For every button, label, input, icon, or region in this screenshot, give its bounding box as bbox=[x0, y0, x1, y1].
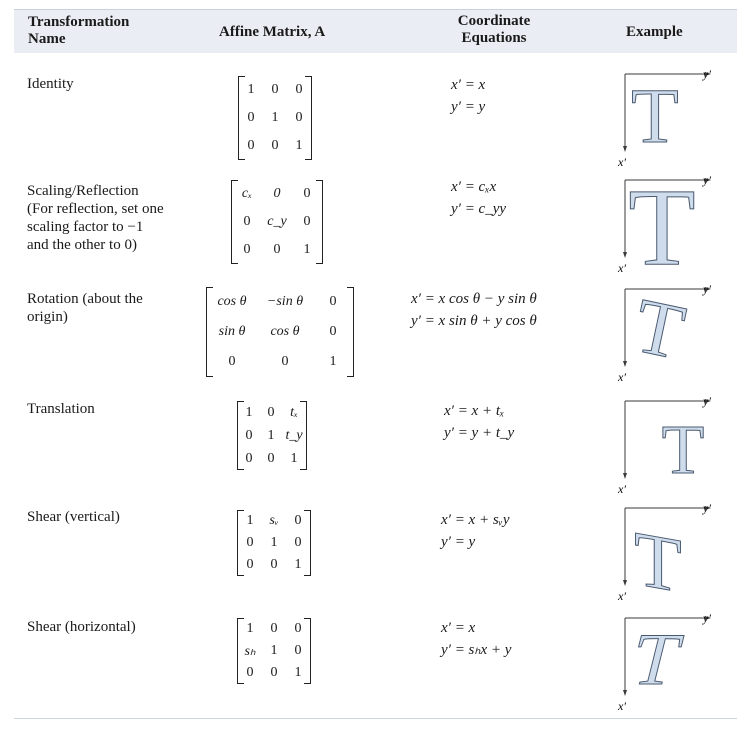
matrix-cell: t_y bbox=[285, 427, 303, 443]
x-axis-label: x′ bbox=[618, 261, 626, 275]
example-scaling bbox=[612, 166, 722, 288]
equation-x: x′ = x bbox=[451, 77, 486, 93]
matrix-cell: 0 bbox=[246, 557, 254, 572]
table-row-shear-vertical bbox=[0, 501, 737, 611]
matrix-cell: 0 bbox=[243, 214, 251, 229]
matrix-cell: 1 bbox=[246, 513, 254, 528]
matrix-cell: 1 bbox=[303, 242, 311, 257]
matrix-cell: 0 bbox=[245, 427, 253, 443]
matrix-cell: 0 bbox=[294, 621, 302, 636]
matrix-cell: 0 bbox=[295, 110, 303, 125]
equation-x: x′ = x bbox=[441, 620, 476, 636]
table-bottom-rule bbox=[14, 718, 737, 719]
affine-matrix bbox=[206, 287, 354, 377]
transformation-name: Shear (horizontal) bbox=[27, 619, 136, 635]
x-axis-label: x′ bbox=[618, 589, 626, 603]
matrix-cell: 0 bbox=[303, 214, 311, 229]
equation-y: y′ = sₕx + y bbox=[441, 642, 512, 658]
matrix-cell: 1 bbox=[290, 450, 298, 466]
example-glyph: T bbox=[631, 72, 679, 159]
y-axis-label: y′ bbox=[703, 67, 711, 81]
y-axis-label: y′ bbox=[703, 394, 711, 408]
example-rotation bbox=[612, 280, 722, 388]
transformation-name: Translation bbox=[27, 401, 95, 417]
affine-matrix bbox=[237, 618, 311, 684]
matrix-cell: 0 bbox=[228, 354, 236, 369]
matrix-cell: 0 bbox=[267, 450, 275, 466]
header-coordinate-equations: Coordinate Equations bbox=[457, 13, 531, 46]
equation-y: y′ = c_yy bbox=[451, 201, 507, 217]
matrix-cell: sₕ bbox=[244, 643, 256, 659]
example-shear-vertical bbox=[612, 501, 722, 611]
table-header bbox=[14, 9, 737, 53]
table-row-scaling bbox=[0, 166, 737, 288]
matrix-cell: 0 bbox=[294, 535, 302, 550]
table-row-rotation bbox=[0, 280, 737, 384]
matrix-cell: 0 bbox=[243, 242, 251, 257]
matrix-cell: 1 bbox=[295, 138, 303, 153]
matrix-cell: sᵥ bbox=[269, 513, 279, 528]
table-row-translation bbox=[0, 395, 737, 495]
example-glyph: T bbox=[627, 280, 693, 376]
matrix-cell: 1 bbox=[245, 404, 253, 420]
matrix-cell: 0 bbox=[303, 186, 311, 201]
matrix-cell: 0 bbox=[294, 513, 302, 528]
affine-matrix bbox=[237, 401, 307, 470]
x-axis-label: x′ bbox=[618, 699, 626, 713]
y-axis-label: y′ bbox=[703, 501, 711, 515]
equation-x: x′ = cₓx bbox=[451, 179, 497, 195]
matrix-cell: 0 bbox=[270, 665, 278, 680]
matrix-cell: 0 bbox=[246, 535, 254, 550]
example-shear-horizontal bbox=[612, 611, 722, 715]
matrix-cell: 0 bbox=[271, 82, 279, 97]
matrix-cell: 0 bbox=[281, 354, 289, 369]
x-axis-label: x′ bbox=[618, 482, 626, 496]
matrix-cell: 1 bbox=[329, 354, 337, 369]
matrix-cell: 0 bbox=[245, 450, 253, 466]
affine-matrix bbox=[238, 76, 312, 160]
matrix-cell: 1 bbox=[270, 535, 278, 550]
matrix-cell: tₓ bbox=[290, 404, 298, 420]
matrix-cell: 1 bbox=[270, 643, 278, 658]
y-axis-label: y′ bbox=[703, 611, 711, 625]
matrix-cell: cos θ bbox=[217, 294, 247, 309]
affine-matrix bbox=[231, 180, 323, 264]
equation-y: y′ = y bbox=[441, 534, 476, 550]
coordinate-equations bbox=[444, 400, 514, 444]
matrix-cell: 0 bbox=[295, 82, 303, 97]
x-axis-label: x′ bbox=[618, 370, 626, 384]
matrix-cell: 1 bbox=[294, 557, 302, 572]
matrix-cell: 0 bbox=[273, 242, 281, 257]
matrix-cell: 0 bbox=[270, 621, 278, 636]
table-row-shear-horizontal bbox=[0, 612, 737, 712]
matrix-cell: cos θ bbox=[270, 324, 300, 339]
equation-y: y′ = x sin θ + y cos θ bbox=[411, 313, 537, 329]
equation-x: x′ = x + sᵥy bbox=[441, 512, 510, 528]
example-translation bbox=[612, 394, 722, 498]
table-row-identity bbox=[0, 67, 737, 172]
matrix-cell: sin θ bbox=[218, 324, 246, 339]
matrix-cell: cₓ bbox=[241, 186, 253, 201]
matrix-cell: 1 bbox=[267, 427, 275, 443]
coordinate-equations bbox=[451, 176, 506, 220]
header-affine-matrix: Affine Matrix, A bbox=[219, 24, 326, 40]
y-axis-label: y′ bbox=[703, 282, 711, 296]
matrix-cell: 1 bbox=[294, 665, 302, 680]
matrix-cell: 1 bbox=[247, 82, 255, 97]
matrix-cell: 0 bbox=[294, 643, 302, 658]
example-glyph: T bbox=[623, 619, 690, 701]
transformation-name: Identity bbox=[27, 76, 74, 92]
matrix-cell: 0 bbox=[329, 324, 337, 339]
example-glyph: T bbox=[628, 166, 696, 288]
equation-x: x′ = x + tₓ bbox=[444, 403, 505, 419]
matrix-cell: 0 bbox=[329, 294, 337, 309]
coordinate-equations bbox=[441, 617, 511, 661]
matrix-cell: −sin θ bbox=[266, 294, 304, 309]
matrix-cell: 0 bbox=[246, 665, 254, 680]
x-axis-label: x′ bbox=[618, 155, 626, 169]
affine-matrix bbox=[237, 510, 311, 576]
transformation-name: Rotation (about the origin) bbox=[27, 291, 143, 325]
example-identity bbox=[612, 67, 722, 173]
coordinate-equations bbox=[441, 509, 510, 553]
coordinate-equations bbox=[451, 74, 485, 118]
matrix-cell: 1 bbox=[271, 110, 279, 125]
coordinate-equations bbox=[411, 288, 537, 332]
matrix-cell: 0 bbox=[270, 557, 278, 572]
matrix-cell: 0 bbox=[267, 404, 275, 420]
transformation-name: Shear (vertical) bbox=[27, 509, 120, 525]
equation-y: y′ = y + t_y bbox=[444, 425, 515, 441]
y-axis-label: y′ bbox=[703, 173, 711, 187]
matrix-cell: 0 bbox=[247, 138, 255, 153]
matrix-cell: 1 bbox=[246, 621, 254, 636]
equation-y: y′ = y bbox=[451, 99, 486, 115]
example-glyph: T bbox=[634, 515, 682, 611]
matrix-cell: 0 bbox=[247, 110, 255, 125]
equation-x: x′ = x cos θ − y sin θ bbox=[411, 291, 537, 307]
header-example: Example bbox=[626, 24, 683, 40]
header-transformation-name: Transformation Name bbox=[28, 14, 130, 47]
matrix-cell: c_y bbox=[267, 214, 287, 229]
transformation-name: Scaling/Reflection (For reflection, set one scaling factor to −1 and the other to 0) bbox=[27, 183, 164, 253]
matrix-cell: 0 bbox=[273, 186, 281, 201]
example-glyph: T bbox=[661, 412, 705, 489]
matrix-cell: 0 bbox=[271, 138, 279, 153]
